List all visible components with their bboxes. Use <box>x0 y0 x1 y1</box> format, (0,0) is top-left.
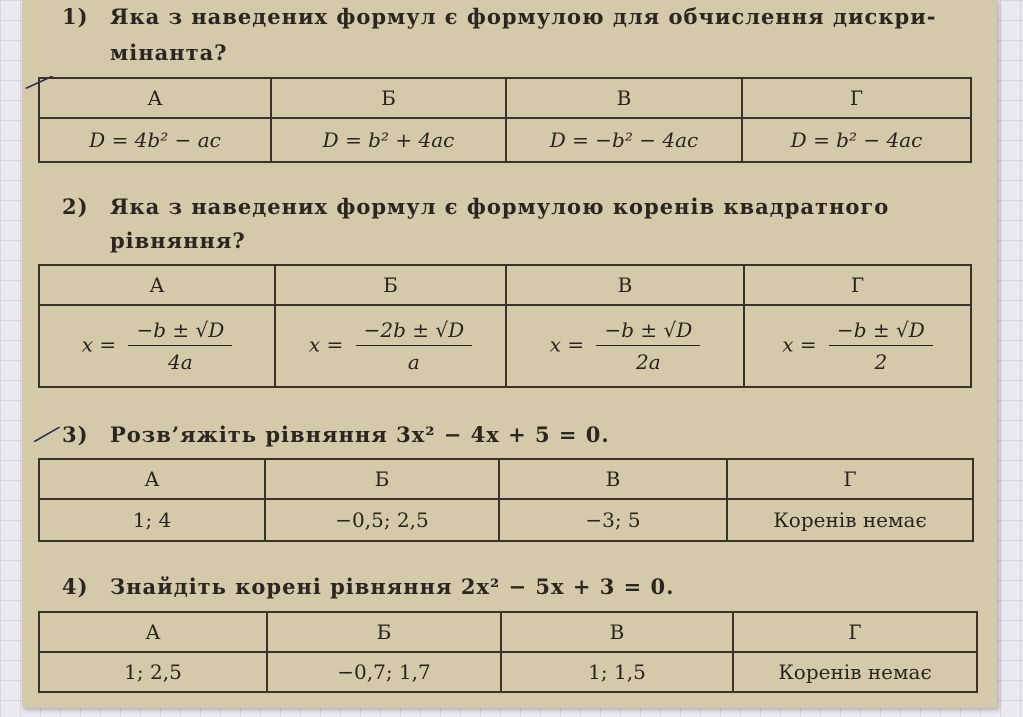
question-4-text <box>62 572 674 602</box>
answer-table-1-header-row <box>39 78 971 118</box>
question-2-line1: Яка з наведених формул є формулою коренів квадратного <box>110 194 890 219</box>
fraction-numerator: −b ± √D <box>128 318 232 346</box>
answer-3-option-g[interactable]: Коренів немає <box>727 499 973 541</box>
fraction-numerator: −2b ± √D <box>356 318 473 346</box>
question-1-number: 1) <box>62 4 89 29</box>
question-4-number: 4) <box>62 574 89 599</box>
fraction-numerator: −b ± √D <box>829 318 933 346</box>
answer-3-header-v: В <box>499 459 727 499</box>
answer-table-1-value-row <box>39 118 971 162</box>
answer-2-option-g[interactable] <box>744 305 971 387</box>
answer-1-header-b: Б <box>271 78 506 118</box>
answer-1-header-a: А <box>39 78 271 118</box>
question-3-line1: Розв’яжіть рівняння 3x² − 4x + 5 = 0. <box>110 422 610 447</box>
answer-4-header-g: Г <box>733 612 977 652</box>
answer-table-3 <box>38 458 974 542</box>
answer-3-header-b: Б <box>265 459 499 499</box>
question-1-line2: мінанта? <box>110 40 228 65</box>
answer-2-header-a: А <box>39 265 275 305</box>
pen-check-mark-3: ⟋ <box>30 415 63 456</box>
answer-1-header-g: Г <box>742 78 971 118</box>
answer-3-option-a[interactable]: 1; 4 <box>39 499 265 541</box>
answer-4-header-v: В <box>501 612 733 652</box>
fraction <box>596 318 700 374</box>
answer-1-header-v: В <box>506 78 742 118</box>
answer-table-1 <box>38 77 972 163</box>
answer-1-option-g[interactable]: D = b² − 4ac <box>742 118 971 162</box>
fraction-denominator: 2a <box>636 350 661 374</box>
answer-4-option-a[interactable]: 1; 2,5 <box>39 652 267 692</box>
question-4-line1: Знайдіть корені рівняння 2x² − 5x + 3 = 0. <box>110 574 675 599</box>
formula-lhs: x = <box>782 332 817 357</box>
question-1-text <box>62 2 937 32</box>
answer-table-2 <box>38 264 972 388</box>
answer-table-4-value-row <box>39 652 977 692</box>
fraction <box>829 318 933 374</box>
answer-4-header-a: А <box>39 612 267 652</box>
question-2-line2: рівняння? <box>110 228 246 253</box>
answer-1-option-a[interactable]: D = 4b² − ac <box>39 118 271 162</box>
answer-2-header-g: Г <box>744 265 971 305</box>
fraction-denominator: 2 <box>874 350 888 374</box>
answer-1-option-v[interactable]: D = −b² − 4ac <box>506 118 742 162</box>
formula-lhs: x = <box>81 332 117 357</box>
question-1-line1: Яка з наведених формул є формулою для обчислення дискри- <box>110 4 937 29</box>
answer-4-option-g[interactable]: Коренів немає <box>733 652 977 692</box>
question-2-number: 2) <box>62 194 89 219</box>
fraction-denominator: 4a <box>168 350 193 374</box>
answer-1-option-b[interactable]: D = b² + 4ac <box>271 118 506 162</box>
fraction <box>356 318 473 374</box>
fraction-denominator: a <box>407 350 420 374</box>
answer-table-3-value-row <box>39 499 973 541</box>
answer-table-2-value-row <box>39 305 971 387</box>
answer-2-option-v[interactable] <box>506 305 744 387</box>
answer-4-option-v[interactable]: 1; 1,5 <box>501 652 733 692</box>
question-2-text <box>62 192 889 222</box>
formula-lhs: x = <box>308 332 344 357</box>
answer-3-header-g: Г <box>727 459 973 499</box>
answer-4-header-b: Б <box>267 612 501 652</box>
fraction <box>128 318 232 374</box>
answer-2-header-b: Б <box>275 265 506 305</box>
answer-3-header-a: А <box>39 459 265 499</box>
answer-2-option-b[interactable] <box>275 305 506 387</box>
pen-check-mark-1: ⟋ <box>21 63 56 104</box>
answer-2-option-a[interactable] <box>39 305 275 387</box>
answer-table-4 <box>38 611 978 693</box>
formula-lhs: x = <box>549 332 585 357</box>
answer-2-header-v: В <box>506 265 744 305</box>
answer-table-2-header-row <box>39 265 971 305</box>
answer-3-option-v[interactable]: −3; 5 <box>499 499 727 541</box>
answer-table-3-header-row <box>39 459 973 499</box>
question-3-number: 3) <box>62 422 89 447</box>
answer-4-option-b[interactable]: −0,7; 1,7 <box>267 652 501 692</box>
answer-3-option-b[interactable]: −0,5; 2,5 <box>265 499 499 541</box>
answer-table-4-header-row <box>39 612 977 652</box>
question-3-text <box>62 420 610 450</box>
fraction-numerator: −b ± √D <box>596 318 700 346</box>
